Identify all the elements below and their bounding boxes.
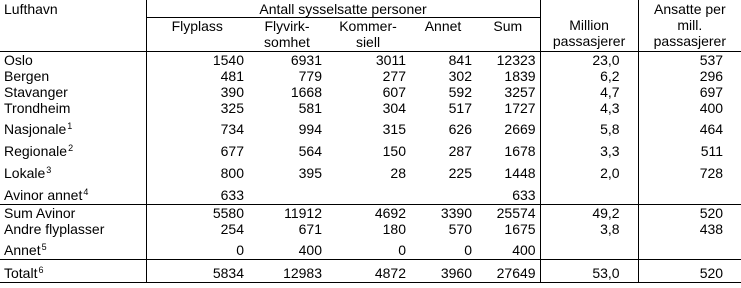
cell-fly: 5580 xyxy=(146,205,248,222)
row-label-text: Bergen xyxy=(4,68,50,84)
header-annet: Annet xyxy=(410,18,476,52)
cell-kom: 28 xyxy=(390,165,406,181)
cell-kom: 4872 xyxy=(326,260,410,283)
cell-kom: 0 xyxy=(398,242,406,258)
cell-ann: 592 xyxy=(448,84,472,100)
header-ansatte-line2: mill. xyxy=(677,17,703,33)
header-ansatte-line1: Ansatte per xyxy=(654,1,726,17)
table-row xyxy=(0,260,741,283)
header-group-title: Antall sysselsatte personer xyxy=(146,0,540,18)
row-label xyxy=(0,260,146,283)
table-row xyxy=(0,68,741,84)
cell-flv: 395 xyxy=(298,165,322,181)
row-label-text: Oslo xyxy=(4,52,33,68)
cell-ans: 520 xyxy=(638,205,741,222)
cell-fly: 325 xyxy=(220,100,244,116)
cell-mil xyxy=(540,237,638,260)
cell-ann: 287 xyxy=(448,143,472,159)
footnote-marker: 4 xyxy=(83,187,89,197)
row-label xyxy=(0,52,146,69)
table-body xyxy=(0,52,741,283)
cell-sum: 1448 xyxy=(476,160,540,182)
cell-ann: 225 xyxy=(448,165,472,181)
cell-sum: 3257 xyxy=(476,84,540,100)
cell-sum: 2669 xyxy=(476,116,540,138)
cell-ann: 626 xyxy=(448,121,472,137)
footnote-marker: 3 xyxy=(46,165,52,175)
header-flyplass: Flyplass xyxy=(146,18,248,52)
cell-ann: 3390 xyxy=(410,205,476,222)
row-label xyxy=(0,116,146,138)
row-label-text: Annet xyxy=(4,242,41,258)
header-million-line1: Million xyxy=(569,17,609,33)
cell-ann: 0 xyxy=(464,242,472,258)
cell-mil: 4,3 xyxy=(540,100,638,116)
cell-flv: 6931 xyxy=(248,52,326,69)
row-label-text: Avinor annet xyxy=(4,187,83,203)
cell-fly: 481 xyxy=(220,68,244,84)
header-kommersiell xyxy=(326,18,410,52)
row-label xyxy=(0,221,146,237)
row-label xyxy=(0,68,146,84)
cell-mil: 49,2 xyxy=(540,205,638,222)
table-row xyxy=(0,52,741,69)
footnote-marker: 6 xyxy=(38,265,44,275)
table-header xyxy=(0,0,741,52)
cell-sum: 1727 xyxy=(476,100,540,116)
table-row xyxy=(0,116,741,138)
table-row xyxy=(0,182,741,205)
header-flyvirk-line1: Flyvirk- xyxy=(264,18,310,34)
cell-ans: 511 xyxy=(700,143,724,159)
cell-kom: 315 xyxy=(382,121,406,137)
cell-flv: 581 xyxy=(298,100,322,116)
row-label xyxy=(0,84,146,100)
cell-ann: 841 xyxy=(410,52,476,69)
cell-sum: 12323 xyxy=(476,52,540,69)
cell-sum: 400 xyxy=(476,237,540,260)
cell-fly: 0 xyxy=(236,242,244,258)
cell-mil xyxy=(540,182,638,205)
cell-mil: 6,2 xyxy=(540,68,638,84)
cell-mil: 53,0 xyxy=(540,260,638,283)
cell-mil: 5,8 xyxy=(540,116,638,138)
cell-ann: 3960 xyxy=(410,260,476,283)
row-label-text: Totalt xyxy=(4,265,38,281)
cell-ans: 537 xyxy=(638,52,741,69)
table-row xyxy=(0,160,741,182)
cell-flv xyxy=(248,182,326,205)
cell-flv: 564 xyxy=(298,143,322,159)
header-flyvirksomhet xyxy=(248,18,326,52)
cell-sum: 25574 xyxy=(476,205,540,222)
cell-fly: 633 xyxy=(220,187,244,203)
header-ansatte-line3: passasjerer xyxy=(653,33,726,49)
table-row xyxy=(0,237,741,260)
cell-mil: 23,0 xyxy=(540,52,638,69)
cell-kom: 180 xyxy=(382,221,406,237)
cell-ans: 697 xyxy=(699,84,724,100)
cell-flv: 671 xyxy=(298,221,322,237)
cell-flv: 12983 xyxy=(248,260,326,283)
table-row xyxy=(0,221,741,237)
row-label-text: Trondheim xyxy=(4,100,71,116)
cell-fly: 677 xyxy=(220,143,244,159)
cell-kom: 3011 xyxy=(326,52,410,69)
cell-flv: 11912 xyxy=(248,205,326,222)
cell-fly: 254 xyxy=(220,221,244,237)
cell-flv: 779 xyxy=(298,68,322,84)
cell-fly: 800 xyxy=(220,165,244,181)
row-label-text: Sum Avinor xyxy=(4,205,76,221)
cell-kom: 150 xyxy=(382,143,406,159)
cell-fly: 734 xyxy=(220,121,244,137)
cell-sum: 27649 xyxy=(476,260,540,283)
table-row xyxy=(0,100,741,116)
table-row xyxy=(0,84,741,100)
cell-sum: 633 xyxy=(476,182,540,205)
cell-sum: 1678 xyxy=(476,138,540,160)
cell-mil: 3,8 xyxy=(540,221,638,237)
row-label xyxy=(0,182,146,205)
cell-ans xyxy=(638,182,741,205)
cell-sum: 1675 xyxy=(476,221,540,237)
cell-flv: 1668 xyxy=(290,84,322,100)
cell-mil: 4,7 xyxy=(540,84,638,100)
cell-ann: 517 xyxy=(448,100,472,116)
cell-fly: 390 xyxy=(220,84,244,100)
cell-ans: 464 xyxy=(699,121,724,137)
cell-ans: 728 xyxy=(699,165,724,181)
row-label-text: Stavanger xyxy=(4,84,68,100)
header-ansatte-per-mill xyxy=(638,0,741,52)
row-label xyxy=(0,160,146,182)
header-flyvirk-line2: somhet xyxy=(264,34,310,50)
cell-kom: 277 xyxy=(382,68,406,84)
header-kommer-line2: siell xyxy=(355,34,381,50)
cell-ans: 296 xyxy=(699,68,724,84)
cell-ann: 570 xyxy=(448,221,472,237)
header-million-passasjerer xyxy=(540,0,638,52)
row-label xyxy=(0,100,146,116)
cell-kom: 304 xyxy=(382,100,406,116)
header-kommer-line1: Kommer- xyxy=(339,18,397,34)
cell-ans xyxy=(638,237,741,260)
cell-ann: 302 xyxy=(448,68,472,84)
footnote-marker: 2 xyxy=(68,143,74,153)
row-label-text: Regionale xyxy=(4,143,68,159)
cell-mil: 3,3 xyxy=(540,138,638,160)
header-sum: Sum xyxy=(476,18,540,52)
cell-fly: 1540 xyxy=(146,52,248,69)
cell-kom: 4692 xyxy=(326,205,410,222)
cell-fly: 5834 xyxy=(146,260,248,283)
row-label-text: Andre flyplasser xyxy=(4,221,105,237)
cell-ans: 520 xyxy=(638,260,741,283)
cell-kom: 607 xyxy=(382,84,406,100)
header-million-line2: passasjerer xyxy=(552,33,626,49)
row-label-text: Lokale xyxy=(4,165,46,181)
table-row xyxy=(0,138,741,160)
cell-ans: 438 xyxy=(699,221,724,237)
cell-sum: 1839 xyxy=(476,68,540,84)
cell-ans: 400 xyxy=(699,100,724,116)
cell-flv: 400 xyxy=(298,242,322,258)
cell-ann xyxy=(410,182,476,205)
cell-flv: 994 xyxy=(298,121,322,137)
table-row xyxy=(0,205,741,222)
cell-mil: 2,0 xyxy=(540,160,638,182)
row-label xyxy=(0,205,146,222)
row-label xyxy=(0,237,146,260)
row-label xyxy=(0,138,146,160)
cell-kom xyxy=(326,182,410,205)
footnote-marker: 1 xyxy=(67,121,73,131)
header-lufthavn: Lufthavn xyxy=(0,0,146,52)
footnote-marker: 5 xyxy=(41,242,47,252)
row-label-text: Nasjonale xyxy=(4,121,67,137)
